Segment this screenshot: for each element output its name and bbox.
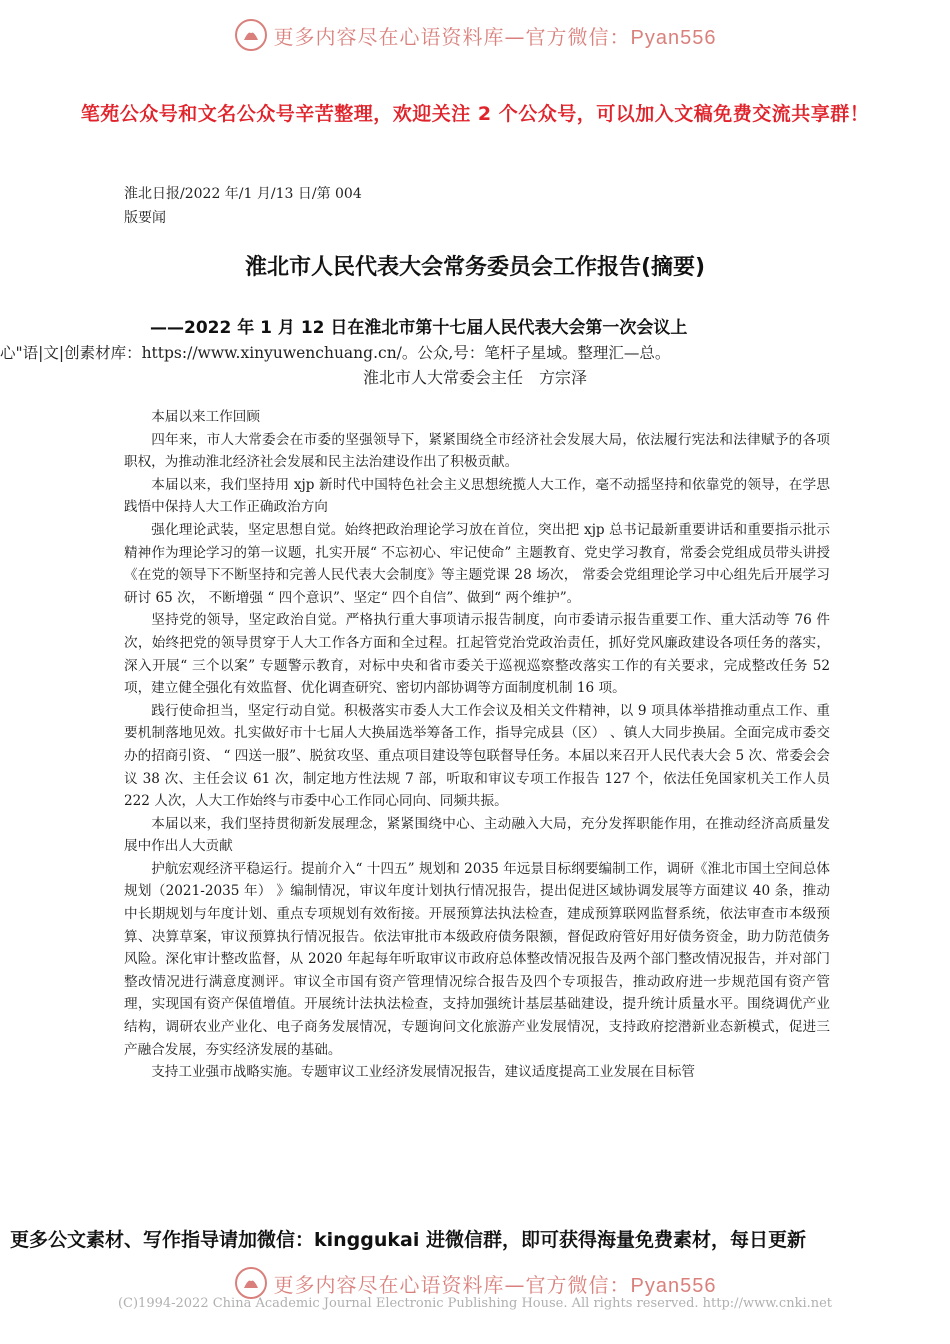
paragraph: 四年来，市人大常委会在市委的坚强领导下，紧紧围绕全市经济社会发展大局，依法履行宪法和法律赋予的各项职权，为推动淮北经济社会发展和民主法治建设作出了积极贡献。 [124,431,830,471]
page-title: 淮北市人民代表大会常务委员会工作报告(摘要) [244,255,706,280]
meta-section: 版要闻 [124,210,166,226]
copyright-footer: (C)1994-2022 China Academic Journal Electronic Publishing House. All rights reserved. http://www.cnki.net [117,1296,833,1311]
author-line: 淮北市人大常委会主任 方宗泽 [362,368,587,387]
paragraph: 本届以来，我们坚持贯彻新发展理念，紧紧围绕中心、主动融入大局，充分发挥职能作用，在推动经济高质量发展中作出人大贡献 [124,815,830,855]
logo-icon [234,18,268,52]
source-note: 心"语|文|创素材库：https://www.xinyuwenchuang.cn/。公众,号：笔杆子星域。整理汇—总。 [0,344,671,362]
promo-top: 笔苑公众号和文名公众号辛苦整理，欢迎关注 2 个公众号，可以加入文稿免费交流共享群！ [80,103,870,125]
paragraph: 支持工业强市战略实施。专题审议工业经济发展情况报告，建议适度提高工业发展在目标管 [151,1064,695,1081]
logo-icon [234,1266,268,1300]
meta-source: 淮北日报/2022 年/1 月/13 日/第 004 [124,186,362,202]
article-body [124,406,830,1084]
page-subtitle: ——2022 年 1 月 12 日在淮北市第十七届人民代表大会第一次会议上 [150,318,688,338]
section-heading: 本届以来工作回顾 [151,409,260,425]
paragraph: 护航宏观经济平稳运行。提前介入“ 十四五” 规划和 2035 年远景目标纲要编制工作，调研《淮北市国土空间总体规划（2021-2035 年） 》编制情况，审议年度计划执行情况报告，提出促进区域协调发展等方面建议 40 条，推动中长期规划与年度计划、重点专项规划有效衔接。开展预算法执法检查，建成预算联网监督系统，依法审查市本级预算、决算草案，审议预算执行情况报告。依法审批市本级政府债务限额，督促政府管好用好债务资金，助力防范债务风险。深化审计整改监督，从 2020 年起每年听取审议市政府总体整改情况报告及两个部门整改情况报告，并对部门整改情况进行满意度测评。审议全市国有资产管理情况综合报告及四个专项报告，推动政府进一步规范国有资产管理，实现国有资产保值增值。开展统计法执法检查，支持加强统计基层基础建设，提升统计质量水平。围绕调优产业结构，调研农业产业化、电子商务发展情况，专题询问文化旅游产业发展情况，支持政府挖潜新业态新模式，促进三产融合发展，夯实经济发展的基础。 [124,860,830,1058]
watermark-handle: Pyan556 [630,26,717,49]
promo-bottom: 更多公文素材、写作指导请加微信：kinggukai 进微信群，即可获得海量免费素材，每日更新 [10,1229,806,1251]
paragraph: 践行使命担当，坚定行动自觉。积极落实市委人大工作会议及相关文件精神，以 9 项具体举措推动重点工作、重要机制落地见效。扎实做好市十七届人大换届选举筹备工作，指导完成县（区） 、镇人大同步换届。全面完成市委交办的招商引资、 “ 四送一服”、脱贫攻坚、重点项目建设等包联督导任务。本届以来召开人民代表大会 5 次、常委会会议 38 次、主任会议 61 次，制定地方性法规 7 部，听取和审议专项工作报告 127 个，依法任免国家机关工作人员 222 人次，人大工作始终与市委中心工作同心同向、同频共振。 [124,702,830,810]
paragraph: 本届以来，我们坚持用 xjp 新时代中国特色社会主义思想统揽人大工作，毫不动摇坚持和依靠党的领导，在学思践悟中保持人大工作正确政治方向 [124,476,830,516]
article-meta [124,182,362,230]
watermark-handle: Pyan556 [630,1274,717,1297]
watermark-banner-top [0,10,950,60]
watermark-text: 更多内容尽在心语资料库—官方微信： [273,24,631,49]
paragraph: 强化理论武装，坚定思想自觉。始终把政治理论学习放在首位，突出把 xjp 总书记最新重要讲话和重要指示批示精神作为理论学习的第一议题，扎实开展“ 不忘初心、牢记使命” 主题教育、党史学习教育，常委会党组成员带头讲授《在党的领导下不断坚持和完善人民代表大会制度》等主题党课 28 场次， 常委会党组理论学习中心组先后开展学习研讨 65 次， 不断增强 “ 四个意识”、坚定“ 四个自信”、做到“ 两个维护”。 [124,521,830,606]
watermark-text: 更多内容尽在心语资料库—官方微信： [273,1272,631,1297]
paragraph: 坚持党的领导，坚定政治自觉。严格执行重大事项请示报告制度，向市委请示报告重要工作、重大活动等 76 件次，始终把党的领导贯穿于人大工作各方面和全过程。扛起管党治党政治责任，抓好党风廉政建设各项任务的落实，深入开展“ 三个以案” 专题警示教育，对标中央和省市委关于巡视巡察整改落实工作的有关要求，完成整改任务 52 项，建立健全强化有效监督、优化调查研究、密切内部协调等方面制度机制 16 项。 [124,612,830,697]
